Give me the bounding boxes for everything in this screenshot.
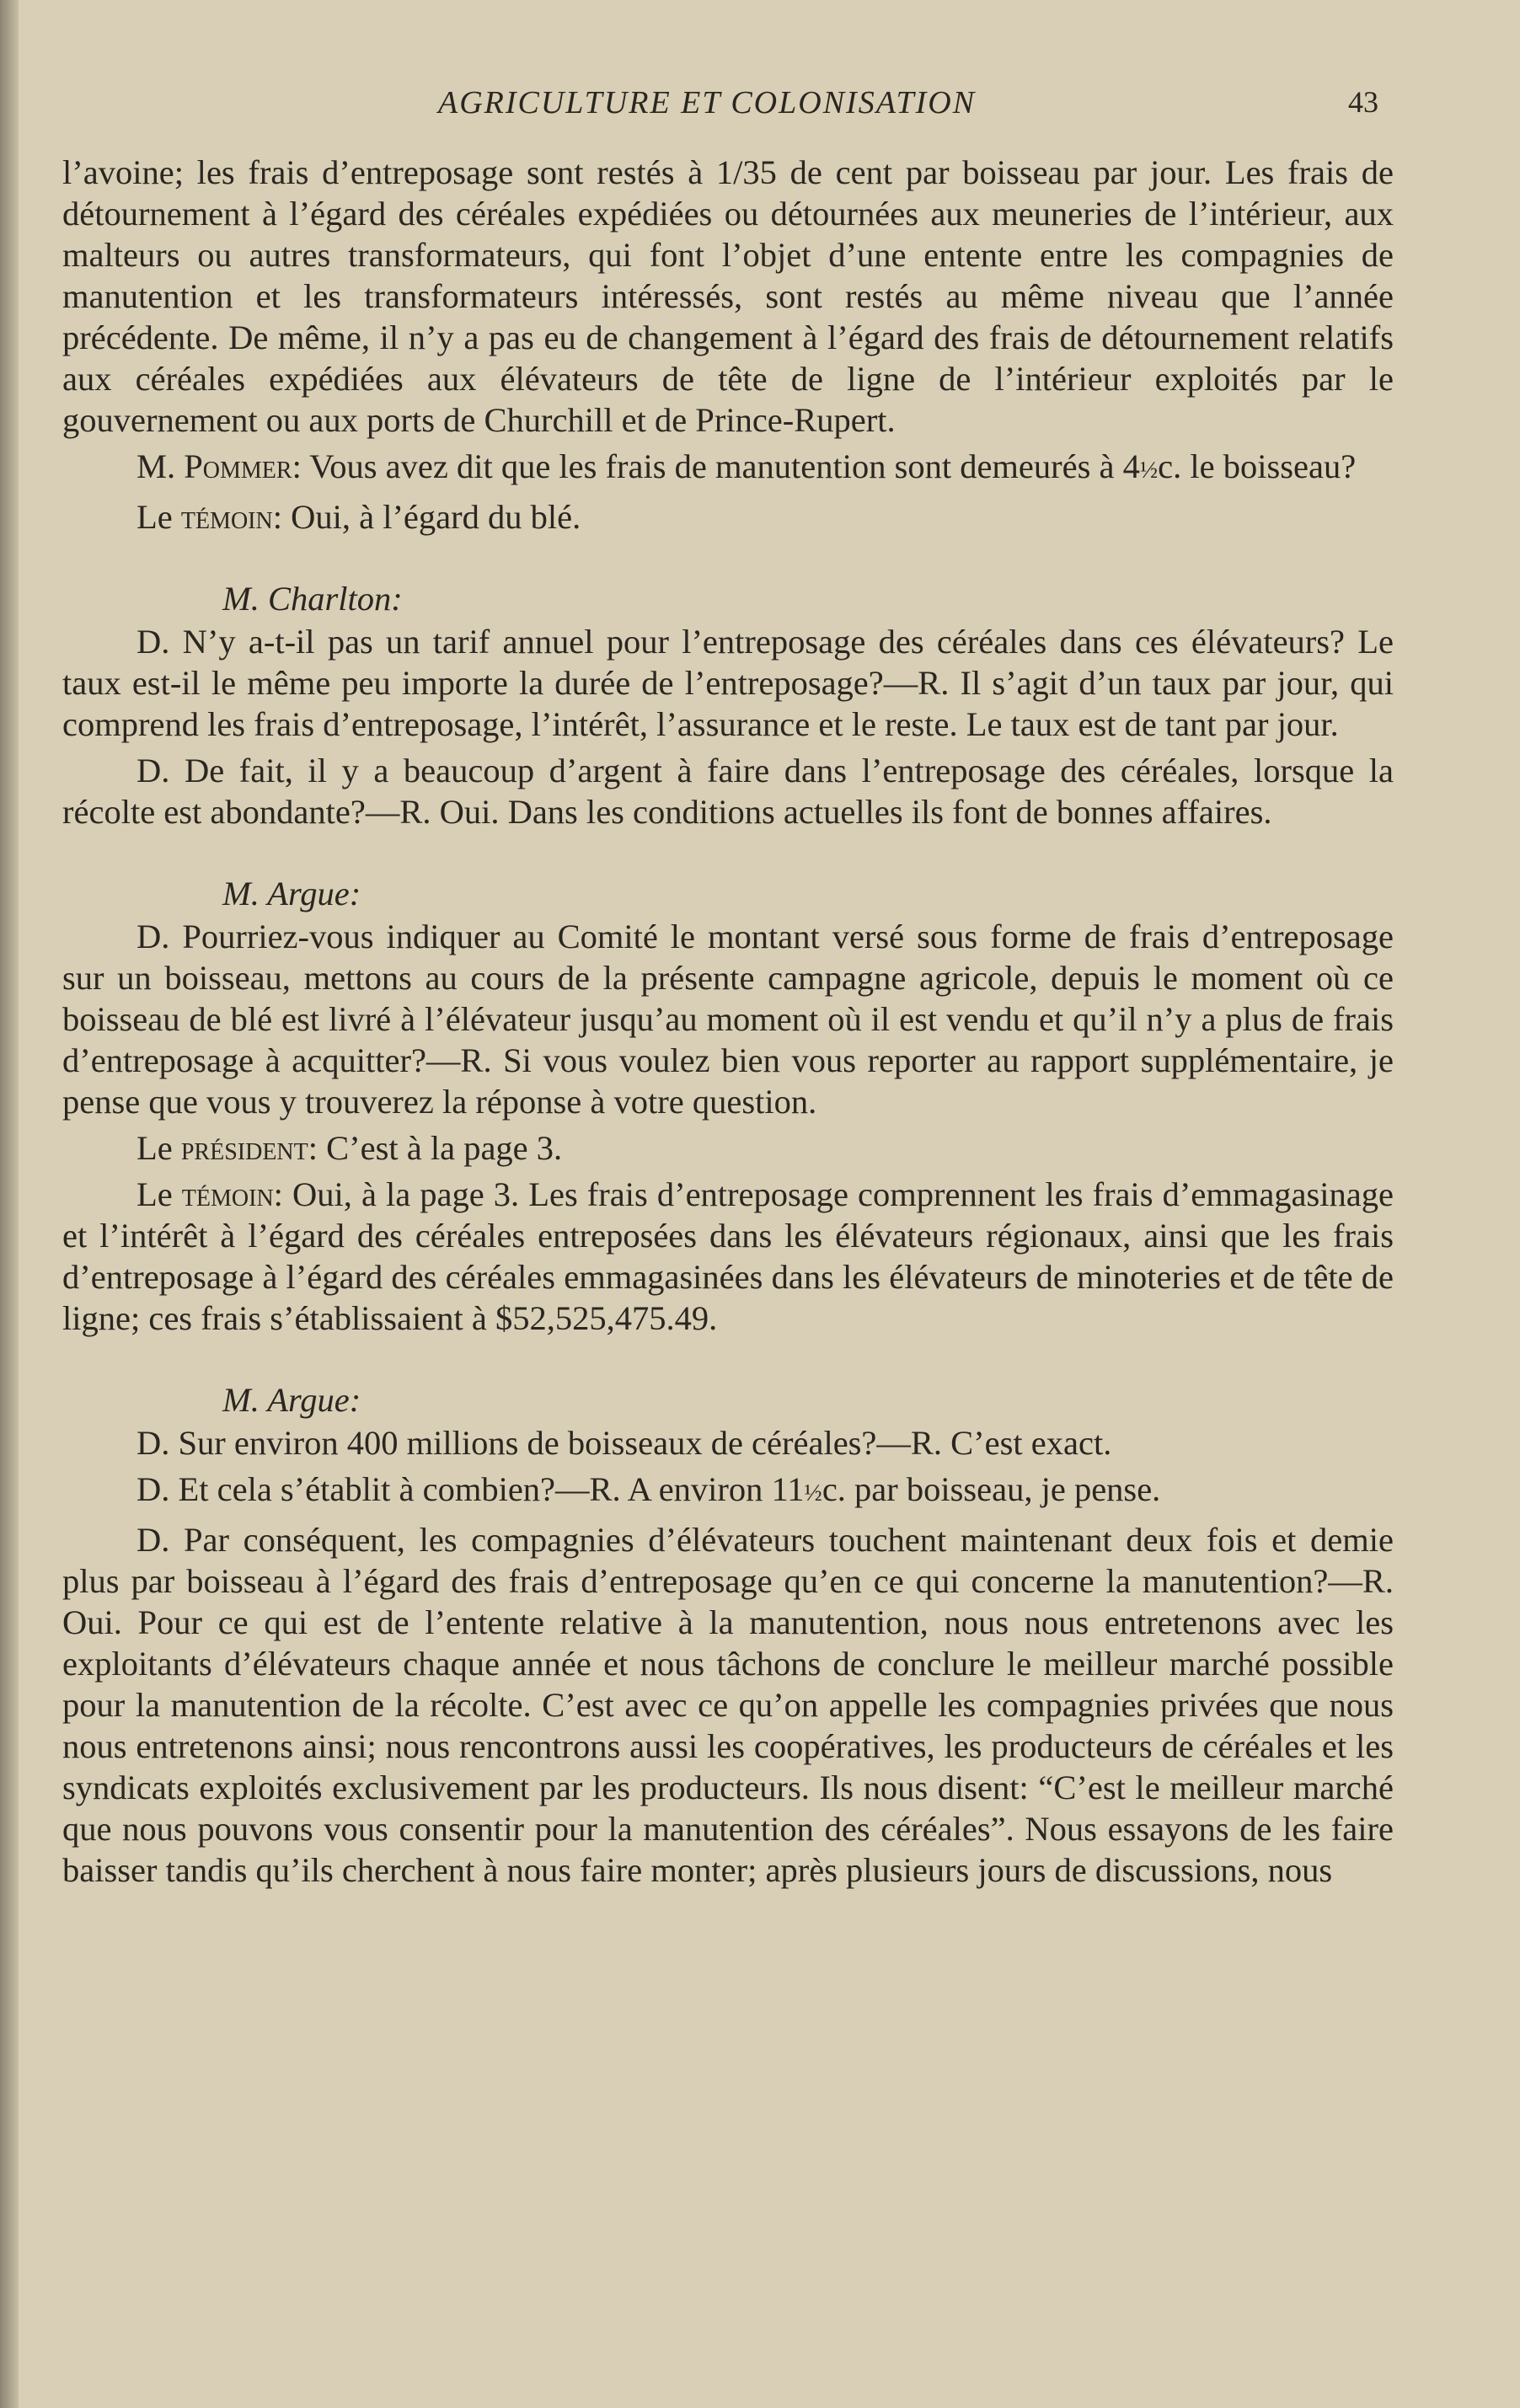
speaker-prefix: Le — [136, 1129, 181, 1167]
paragraph: D. Pourriez-vous indiquer au Comité le montant versé sous forme de frais d’entreposage sur un boisseau, mettons au cours de la présente campagne agricole, depuis le moment où ce boisseau de blé est livré à l’élévateur jusqu’au moment où il est vendu et qu’il n’y a plus de frais d’entreposage à acquitter?—R. Si vous voulez bien vous reporter au rapport supplémentaire, je pense que vous y trouverez la réponse à votre question. — [62, 918, 1394, 1121]
paragraph: D. Par conséquent, les compagnies d’élévateurs touchent maintenant deux fois et demie plus par boisseau à l’égard des frais d’entreposage qu’en ce qui concerne la manutention?—R. Oui. Pour ce qui est de l’entente relative à la manutention, nous nous entretenons avec les exploitants d’élévateurs chaque année et nous tâchons de conclure le meilleur marché possible pour la manutention de la récolte. C’est avec ce qu’on appelle les compagnies privées que nous nous entretenons ainsi; nous rencontrons aussi les coopératives, les producteurs de céréales et les syndicats exploités exclusivement par les producteurs. Ils nous disent: “C’est le meilleur marché que nous pouvons vous consentir pour la manutention des céréales”. Nous essayons de les faire baisser tandis qu’ils cherchent à nous faire monter; après plusieurs jours de discussions, nous — [62, 1521, 1394, 1889]
paragraph-text: D. Et cela s’établit à combien?—R. A environ 11 — [136, 1470, 805, 1508]
speaker-label: témoin — [180, 498, 273, 536]
paragraph-text: : Oui, à la page 3. Les frais d’entreposage comprennent les frais d’emmagasinage et l’intérêt à l’égard des céréales entreposées dans les élévateurs régionaux, ainsi que les frais d’entreposage à l’égard des céréales emmagasinées dans les élévateurs de minoteries et de tête de ligne; ces frais s’établissaient à $52,525,475.49. — [62, 1175, 1394, 1337]
paragraph-witness — [62, 1174, 1394, 1339]
paragraph-text: : Oui, à l’égard du blé. — [272, 498, 581, 536]
paragraph-text: c. par boisseau, je pense. — [822, 1470, 1161, 1508]
speaker-label: M. Pommer: — [136, 447, 302, 485]
speaker-label: président — [180, 1129, 308, 1167]
body-text — [62, 152, 1394, 1891]
paragraph-text: Vous avez dit que les frais de manutention sont demeurés à 4 — [301, 447, 1140, 485]
fraction: ½ — [804, 1480, 822, 1506]
paragraph-text: : C’est à la page 3. — [308, 1129, 563, 1167]
running-title: AGRICULTURE ET COLONISATION — [438, 85, 977, 120]
paragraph-president — [62, 1127, 1394, 1169]
speaker-heading: M. Charlton: — [222, 580, 403, 618]
speaker-heading: M. Argue: — [222, 1381, 361, 1419]
speaker-heading: M. Argue: — [222, 875, 361, 912]
speaker-prefix: Le — [136, 498, 181, 536]
speaker-label: témoin — [181, 1175, 274, 1213]
page-header — [0, 84, 1520, 126]
fraction: ½ — [1139, 458, 1159, 484]
paragraph: D. Sur environ 400 millions de boisseaux de céréales?—R. C’est exact. — [136, 1424, 1112, 1462]
speaker-prefix: Le — [136, 1175, 182, 1213]
paragraph: D. De fait, il y a beaucoup d’argent à faire dans l’entreposage des céréales, lorsque la récolte est abondante?—R. Oui. Dans les conditions actuelles ils font de bonnes affaires. — [62, 752, 1394, 831]
page-number: 43 — [1348, 85, 1378, 119]
paragraph: l’avoine; les frais d’entreposage sont restés à 1/35 de cent par boisseau par jour. Les frais de détournement à l’égard des céréales expédiées ou détournées aux meuneries de l’intérieur, aux malteurs ou autres transformateurs, qui font l’objet d’une entente entre les compagnies de manutention et les transformateurs intéressés, sont restés au même niveau que l’année précédente. De même, il n’y a pas eu de changement à l’égard des frais de détournement relatifs aux céréales expédiées aux élévateurs de tête de ligne de l’intérieur exploités par le gouvernement ou aux ports de Churchill et de Prince-Rupert. — [62, 153, 1394, 439]
paragraph — [62, 1469, 1394, 1514]
paragraph-text: c. le boisseau? — [1158, 447, 1357, 485]
book-spine-shadow — [0, 0, 19, 2408]
paragraph-pommer — [62, 446, 1394, 491]
paragraph-witness — [62, 496, 1394, 538]
paragraph: D. N’y a-t-il pas un tarif annuel pour l’entreposage des céréales dans ces élévateurs? Le taux est-il le même peu importe la durée de l’entreposage?—R. Il s’agit d’un taux par jour, qui comprend les frais d’entreposage, l’intérêt, l’assurance et le reste. Le taux est de tant par jour. — [62, 623, 1394, 743]
